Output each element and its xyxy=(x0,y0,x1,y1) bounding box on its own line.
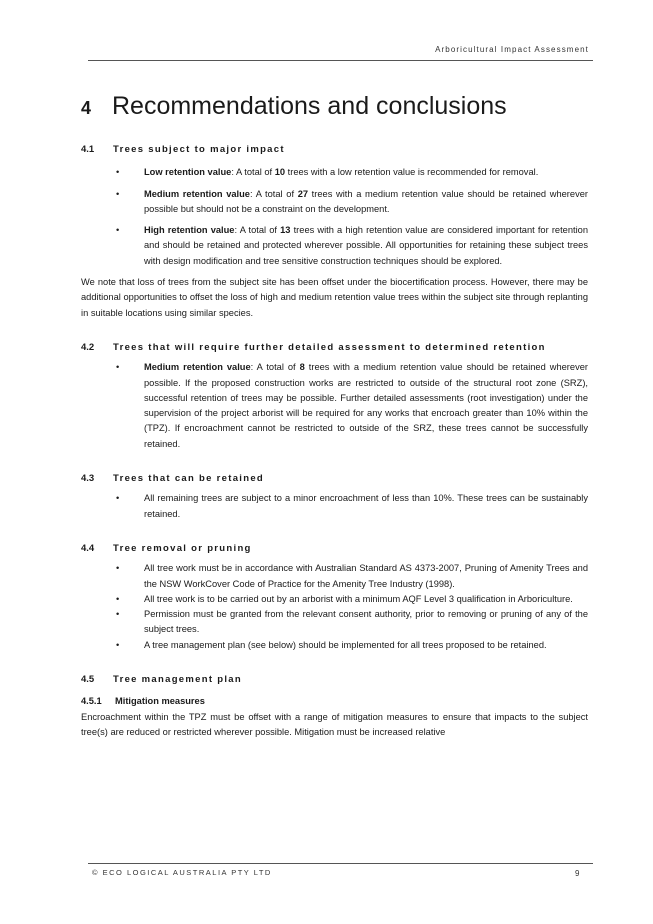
paragraph: Encroachment within the TPZ must be offset with a range of mitigation measures to ensure that impacts to the subject tree(s) are reduced or restricted wherever possible. Mitigation must be increased relative xyxy=(81,711,588,737)
list-item xyxy=(81,607,588,638)
subsection-number: 4.5.1 xyxy=(81,696,102,707)
item-text: All remaining trees are subject to a minor encroachment of less than 10%. These trees can be sustainably retained. xyxy=(144,493,588,519)
section-number: 4.4 xyxy=(81,542,95,554)
list-item xyxy=(81,638,588,653)
list-item xyxy=(81,561,588,592)
section-heading-4-2 xyxy=(81,340,588,355)
chapter-heading xyxy=(81,92,507,121)
bullet-icon: • xyxy=(116,167,120,178)
section-heading-4-4 xyxy=(81,541,588,556)
item-text: trees with a medium retention value should be retained wherever possible. If the proposed construction works are restricted to outside of the structural root zone (SRZ), successful retention of trees may be possible. Further detailed assessments (root investigation) under the supervision of the project arborist will be required for any works that encroach greater than 10% within the (TPZ). If encroachment cannot be restricted to outside of the SRZ, these trees cannot be successfully retained. xyxy=(144,362,588,449)
list-item xyxy=(81,165,588,180)
subsection-heading-4-5-1 xyxy=(81,694,588,709)
item-text: Permission must be granted from the relevant consent authority, prior to removing or pruning of any of the subject trees. xyxy=(144,609,588,635)
item-text: : A total of xyxy=(250,362,300,373)
bullet-list-4-2 xyxy=(81,360,588,452)
section-title: Trees that will require further detailed assessment to determined retention xyxy=(113,341,546,353)
section-title: Trees subject to major impact xyxy=(113,144,285,155)
item-count: 27 xyxy=(297,188,309,199)
item-text: All tree work is to be carried out by an arborist with a minimum AQF Level 3 qualification in Arboriculture. xyxy=(144,593,573,604)
bullet-icon: • xyxy=(116,639,120,650)
item-text: : A total of xyxy=(231,167,275,178)
section-number: 4.2 xyxy=(81,341,95,353)
item-count: 13 xyxy=(280,225,291,236)
item-text: : A total of xyxy=(234,225,281,236)
list-item xyxy=(81,592,588,607)
bullet-list-4-4 xyxy=(81,561,588,653)
section-number: 4.3 xyxy=(81,473,95,485)
section-title: Trees that can be retained xyxy=(113,473,265,485)
header-rule xyxy=(88,60,593,61)
chapter-number: 4 xyxy=(81,98,92,118)
section-number: 4.5 xyxy=(81,674,95,686)
bullet-icon: • xyxy=(116,225,120,236)
section-heading-4-3 xyxy=(81,471,588,486)
item-count: 10 xyxy=(274,167,286,178)
section-number: 4.1 xyxy=(81,144,95,155)
item-text: : A total of xyxy=(249,188,298,199)
item-text: trees with a high retention value are considered important for retention and should be retained and protected wherever possible. All opportunities for retaining these subject trees with design modification and tree sensitive construction techniques should be explored. xyxy=(144,225,588,266)
bullet-icon: • xyxy=(116,609,120,620)
item-count: 8 xyxy=(299,362,305,373)
chapter-title: Recommendations and conclusions xyxy=(112,92,507,120)
bullet-icon: • xyxy=(116,493,120,504)
bullet-icon: • xyxy=(116,188,120,199)
item-lead: Medium retention value xyxy=(144,188,250,199)
item-text: trees with a medium retention value should be retained wherever possible but should not be a constraint on the development. xyxy=(144,188,588,214)
section-heading-4-1 xyxy=(81,142,588,157)
bullet-list-4-3 xyxy=(81,491,588,522)
item-text: A tree management plan (see below) should be implemented for all trees proposed to be retained. xyxy=(144,639,547,650)
list-item xyxy=(81,360,588,452)
running-header: Arboricultural Impact Assessment xyxy=(435,45,589,54)
item-lead: Medium retention value xyxy=(144,362,251,373)
footer-text: © ECO LOGICAL AUSTRALIA PTY LTD xyxy=(92,868,272,877)
page-number: 9 xyxy=(575,869,580,878)
footer-rule xyxy=(88,863,593,864)
subsection-title: Mitigation measures xyxy=(115,696,205,707)
bullet-icon: • xyxy=(116,362,120,373)
page-content xyxy=(81,142,588,740)
section-title: Tree removal or pruning xyxy=(113,542,252,554)
section-heading-4-5 xyxy=(81,672,588,687)
item-text: trees with a low retention value is recommended for removal. xyxy=(285,167,539,178)
paragraph: We note that loss of trees from the subject site has been offset under the biocertification process. However, there may be additional opportunities to offset the loss of high and medium retention value trees within the subject site through replanting in suitable locations using similar species. xyxy=(81,277,588,318)
list-item xyxy=(81,491,588,522)
list-item xyxy=(81,223,588,269)
list-item xyxy=(81,187,588,218)
section-title: Tree management plan xyxy=(113,674,242,686)
item-lead: High retention value xyxy=(144,225,235,236)
item-text: All tree work must be in accordance with Australian Standard AS 4373-2007, Pruning of Amenity Trees and the NSW WorkCover Code of Practice for the Amenity Tree Industry (1998). xyxy=(144,563,588,589)
item-lead: Low retention value xyxy=(144,167,232,178)
bullet-icon: • xyxy=(116,593,120,604)
bullet-list-4-1 xyxy=(81,165,588,269)
bullet-icon: • xyxy=(116,563,120,574)
